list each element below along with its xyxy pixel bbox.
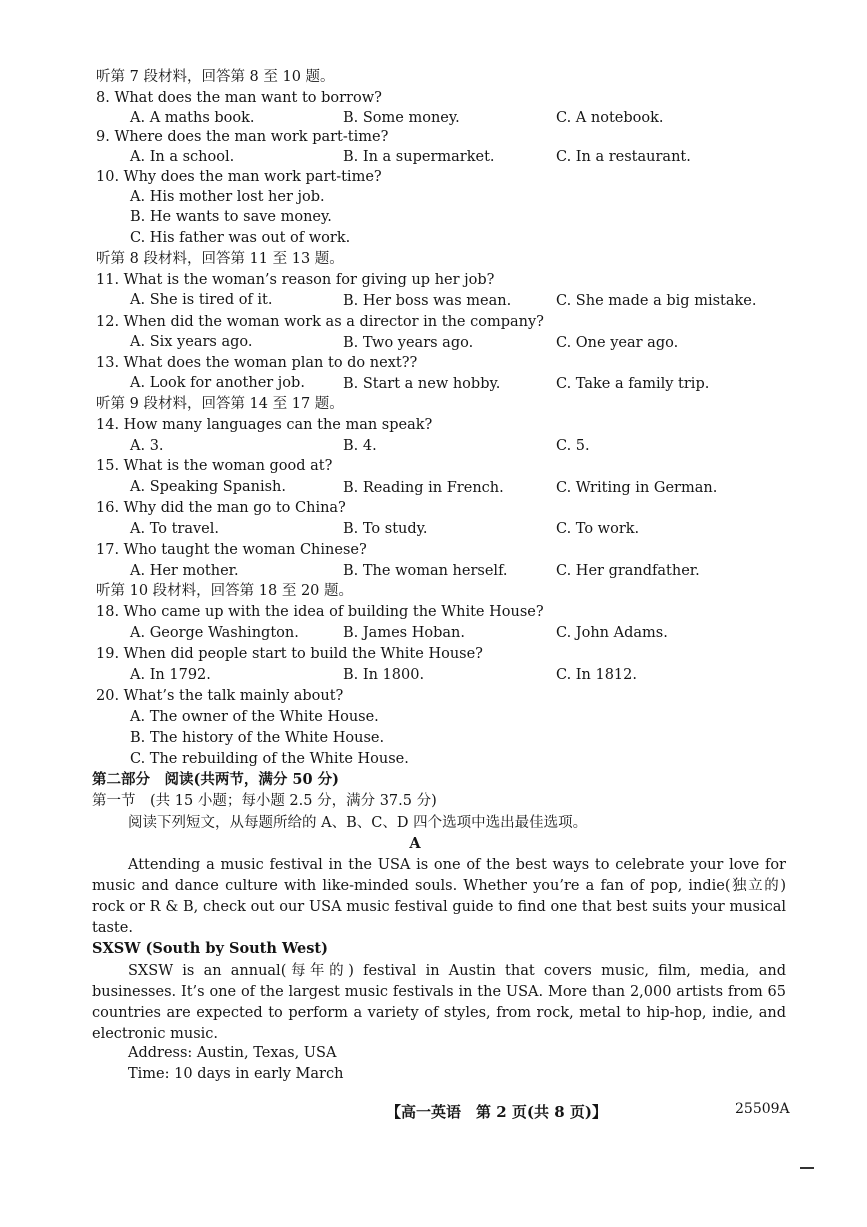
festival-title: SXSW (South by South West): [92, 940, 328, 957]
question-13-option-c: C. Take a family trip.: [556, 376, 710, 392]
question-20-option-b: B. The history of the White House.: [130, 730, 385, 746]
question-9-option-c: C. In a restaurant.: [556, 149, 691, 165]
question-13-option-b: B. Start a new hobby.: [343, 376, 501, 392]
question-17-option-a: A. Her mother.: [130, 563, 239, 579]
reading-instruction: 阅读下列短文，从每题所给的 A、B、C、D 四个选项中选出最佳选项。: [128, 815, 588, 831]
question-11-stem: 11. What is the woman’s reason for giving up her job?: [96, 272, 495, 288]
question-16-option-a: A. To travel.: [130, 521, 219, 537]
question-15-stem: 15. What is the woman good at?: [96, 458, 333, 474]
question-8-option-c: C. A notebook.: [556, 110, 664, 126]
question-9-stem: 9. Where does the man work part-time?: [96, 129, 389, 145]
question-14-stem: 14. How many languages can the man speak?: [96, 417, 433, 433]
section-header-10: 听第 10 段材料，回答第 18 至 20 题。: [96, 583, 354, 599]
question-19-option-b: B. In 1800.: [343, 667, 425, 683]
festival-description-paragraph: [92, 961, 786, 1045]
question-11-option-c: C. She made a big mistake.: [556, 293, 757, 309]
question-10-option-b: B. He wants to save money.: [130, 209, 332, 225]
question-18-option-a: A. George Washington.: [130, 625, 299, 641]
footer-exam-code: 25509A: [735, 1101, 790, 1117]
question-10-option-a: A. His mother lost her job.: [130, 189, 325, 205]
question-12-stem: 12. When did the woman work as a director in the company?: [96, 314, 544, 330]
question-17-option-c: C. Her grandfather.: [556, 563, 700, 579]
question-11-option-a: A. She is tired of it.: [130, 292, 273, 308]
question-10-stem: 10. Why does the man work part-time?: [96, 169, 382, 185]
question-15-option-a: A. Speaking Spanish.: [130, 479, 287, 495]
question-19-option-a: A. In 1792.: [130, 667, 211, 683]
question-14-option-a: A. 3.: [130, 438, 164, 454]
question-17-option-b: B. The woman herself.: [343, 563, 508, 579]
passage-intro-paragraph: [92, 855, 786, 939]
question-15-option-c: C. Writing in German.: [556, 480, 718, 496]
question-8-option-a: A. A maths book.: [130, 110, 255, 126]
question-14-option-b: B. 4.: [343, 438, 377, 454]
question-15-option-b: B. Reading in French.: [343, 480, 504, 496]
question-18-option-b: B. James Hoban.: [343, 625, 465, 641]
question-9-option-a: A. In a school.: [130, 149, 235, 165]
question-13-stem: 13. What does the woman plan to do next??: [96, 355, 418, 371]
question-12-option-a: A. Six years ago.: [130, 334, 253, 350]
festival-time: Time: 10 days in early March: [128, 1066, 344, 1082]
question-20-stem: 20. What’s the talk mainly about?: [96, 688, 344, 704]
section-one-title: 第一节 (共 15 小题；每小题 2.5 分，满分 37.5 分): [92, 793, 437, 809]
question-14-option-c: C. 5.: [556, 438, 590, 454]
question-8-option-b: B. Some money.: [343, 110, 460, 126]
question-20-option-c: C. The rebuilding of the White House.: [130, 751, 409, 767]
question-18-stem: 18. Who came up with the idea of building the White House?: [96, 604, 544, 620]
question-12-option-c: C. One year ago.: [556, 335, 679, 351]
festival-description-text: SXSW is an annual(每年的) festival in Austin that covers music, film, media, and businesses. It’s one of the largest music festivals in the USA. More than 2,000 artists from 65 countries are expected to perform a variety of styles, from rock, metal to hip-hop, indie, and electronic music.: [92, 963, 786, 1042]
question-16-option-c: C. To work.: [556, 521, 640, 537]
passage-intro-text: Attending a music festival in the USA is one of the best ways to celebrate your love for music and dance culture with like-minded souls. Whether you’re a fan of pop, indie(独立的) rock or R & B, check out our USA music festival guide to find one that best suits your musical taste.: [92, 857, 786, 936]
festival-address: Address: Austin, Texas, USA: [128, 1045, 337, 1061]
question-12-option-b: B. Two years ago.: [343, 335, 474, 351]
section-header-8: 听第 8 段材料，回答第 11 至 13 题。: [96, 251, 344, 267]
section-header-9: 听第 9 段材料，回答第 14 至 17 题。: [96, 396, 344, 412]
question-17-stem: 17. Who taught the woman Chinese?: [96, 542, 367, 558]
question-11-option-b: B. Her boss was mean.: [343, 293, 512, 309]
question-19-stem: 19. When did people start to build the White House?: [96, 646, 483, 662]
section-header-7: 听第 7 段材料，回答第 8 至 10 题。: [96, 69, 335, 85]
passage-label: A: [409, 835, 421, 852]
question-8-stem: 8. What does the man want to borrow?: [96, 90, 382, 106]
question-16-option-b: B. To study.: [343, 521, 428, 537]
corner-mark: [800, 1167, 814, 1169]
question-18-option-c: C. John Adams.: [556, 625, 668, 641]
question-10-option-c: C. His father was out of work.: [130, 230, 351, 246]
question-9-option-b: B. In a supermarket.: [343, 149, 495, 165]
question-19-option-c: C. In 1812.: [556, 667, 637, 683]
question-16-stem: 16. Why did the man go to China?: [96, 500, 346, 516]
question-13-option-a: A. Look for another job.: [130, 375, 305, 391]
question-20-option-a: A. The owner of the White House.: [130, 709, 379, 725]
part-two-title: 第二部分 阅读(共两节，满分 50 分): [92, 771, 339, 788]
footer-page-title: 【高一英语 第 2 页(共 8 页)】: [386, 1103, 607, 1121]
